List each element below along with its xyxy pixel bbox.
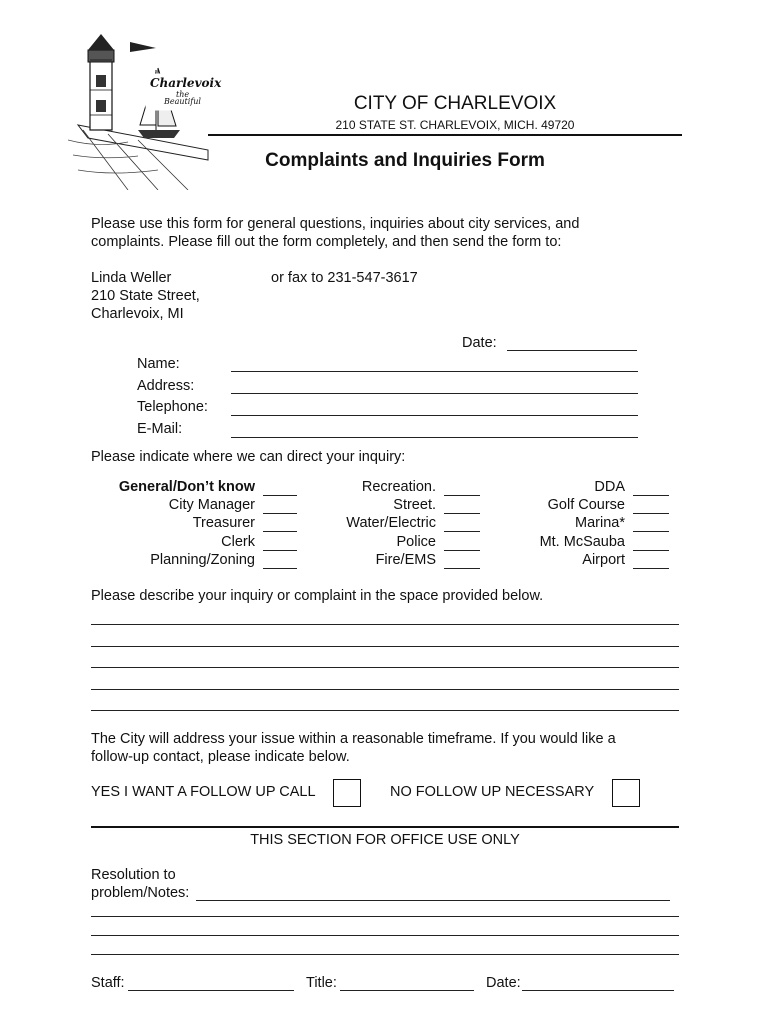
- resolution-label-2: problem/Notes:: [91, 885, 190, 901]
- dept-dda[interactable]: [490, 478, 669, 496]
- notes-line-3[interactable]: [91, 954, 679, 955]
- dept-general[interactable]: [100, 478, 297, 496]
- intro-line-2: complaints. Please fill out the form completely, and then send the form to:: [91, 234, 562, 250]
- office-date-label: Date:: [486, 975, 521, 991]
- contact-fax: or fax to 231-547-3617: [271, 270, 418, 286]
- office-rule: [91, 826, 679, 828]
- dept-clerk[interactable]: [100, 533, 297, 551]
- title-label: Title:: [306, 975, 337, 991]
- resolution-label-1: Resolution to: [91, 867, 176, 883]
- dept-label: Street.: [393, 497, 436, 513]
- dept-label: City Manager: [168, 497, 255, 513]
- contact-name: Linda Weller: [91, 270, 172, 286]
- header-rule: [208, 134, 682, 136]
- address-label: Address:: [137, 378, 195, 394]
- dept-city-manager[interactable]: [100, 496, 297, 514]
- name-input[interactable]: [231, 371, 638, 372]
- date-label: Date:: [462, 335, 497, 351]
- resolution-input[interactable]: [196, 900, 670, 901]
- office-date-input[interactable]: [522, 990, 674, 991]
- telephone-input[interactable]: [231, 415, 638, 416]
- describe-prompt: Please describe your inquiry or complaint in the space provided below.: [91, 588, 544, 604]
- email-input[interactable]: [231, 437, 638, 438]
- dept-label: Fire/EMS: [375, 552, 436, 568]
- dept-label: Mt. McSauba: [539, 534, 625, 550]
- contact-street: 210 State Street,: [91, 288, 200, 304]
- followup-no-label: NO FOLLOW UP NECESSARY: [390, 784, 595, 800]
- city-address: 210 STATE ST. CHARLEVOIX, MICH. 49720: [335, 118, 575, 132]
- dept-police[interactable]: [300, 533, 480, 551]
- dept-label: Treasurer: [192, 515, 255, 531]
- dept-label: Airport: [582, 552, 625, 568]
- description-line-2[interactable]: [91, 646, 679, 647]
- email-label: E-Mail:: [137, 421, 183, 437]
- description-line-4[interactable]: [91, 689, 679, 690]
- dept-label: General/Don’t know: [118, 479, 255, 495]
- city-name: CITY OF CHARLEVOIX: [353, 93, 557, 114]
- description-line-3[interactable]: [91, 667, 679, 668]
- dept-golf-course[interactable]: [490, 496, 669, 514]
- followup-yes-checkbox[interactable]: [333, 779, 361, 807]
- dept-label: Water/Electric: [346, 515, 436, 531]
- followup-line-2: follow-up contact, please indicate below.: [91, 749, 350, 765]
- dept-label: Police: [396, 534, 436, 550]
- office-heading: THIS SECTION FOR OFFICE USE ONLY: [250, 832, 520, 848]
- description-line-1[interactable]: [91, 624, 679, 625]
- dept-label: Golf Course: [547, 497, 625, 513]
- dept-marina[interactable]: [490, 514, 669, 532]
- dept-fire-ems[interactable]: [300, 551, 480, 569]
- followup-no-checkbox[interactable]: [612, 779, 640, 807]
- dept-water-electric[interactable]: [300, 514, 480, 532]
- dept-label: Marina*: [575, 515, 625, 531]
- form-title: Complaints and Inquiries Form: [265, 150, 545, 171]
- name-label: Name:: [137, 356, 180, 372]
- direct-prompt: Please indicate where we can direct your inquiry:: [91, 449, 406, 465]
- contact-city: Charlevoix, MI: [91, 306, 184, 322]
- intro-line-1: Please use this form for general questions, inquiries about city services, and: [91, 216, 580, 232]
- followup-line-1: The City will address your issue within a reasonable timeframe. If you would like a: [91, 731, 616, 747]
- telephone-label: Telephone:: [137, 399, 208, 415]
- dept-airport[interactable]: [490, 551, 669, 569]
- dept-mt-mcsauba[interactable]: [490, 533, 669, 551]
- logo-text-1: Charlevoix: [150, 76, 222, 90]
- dept-label: Recreation.: [361, 479, 436, 495]
- address-input[interactable]: [231, 393, 638, 394]
- dept-planning[interactable]: [100, 551, 297, 569]
- dept-label: Clerk: [221, 534, 255, 550]
- title-input[interactable]: [340, 990, 474, 991]
- dept-street[interactable]: [300, 496, 480, 514]
- dept-label: Planning/Zoning: [150, 552, 255, 568]
- date-input[interactable]: [507, 350, 637, 351]
- staff-input[interactable]: [128, 990, 294, 991]
- dept-label: DDA: [594, 479, 625, 495]
- description-line-5[interactable]: [91, 710, 679, 711]
- logo-text-2: the: [176, 90, 190, 99]
- lighthouse-icon: [68, 30, 218, 190]
- city-logo: [68, 30, 222, 190]
- dept-recreation[interactable]: [300, 478, 480, 496]
- notes-line-2[interactable]: [91, 935, 679, 936]
- dept-treasurer[interactable]: [100, 514, 297, 532]
- notes-line-1[interactable]: [91, 916, 679, 917]
- logo-text-3: Beautiful: [164, 97, 201, 106]
- followup-yes-label: YES I WANT A FOLLOW UP CALL: [91, 784, 316, 800]
- staff-label: Staff:: [91, 975, 125, 991]
